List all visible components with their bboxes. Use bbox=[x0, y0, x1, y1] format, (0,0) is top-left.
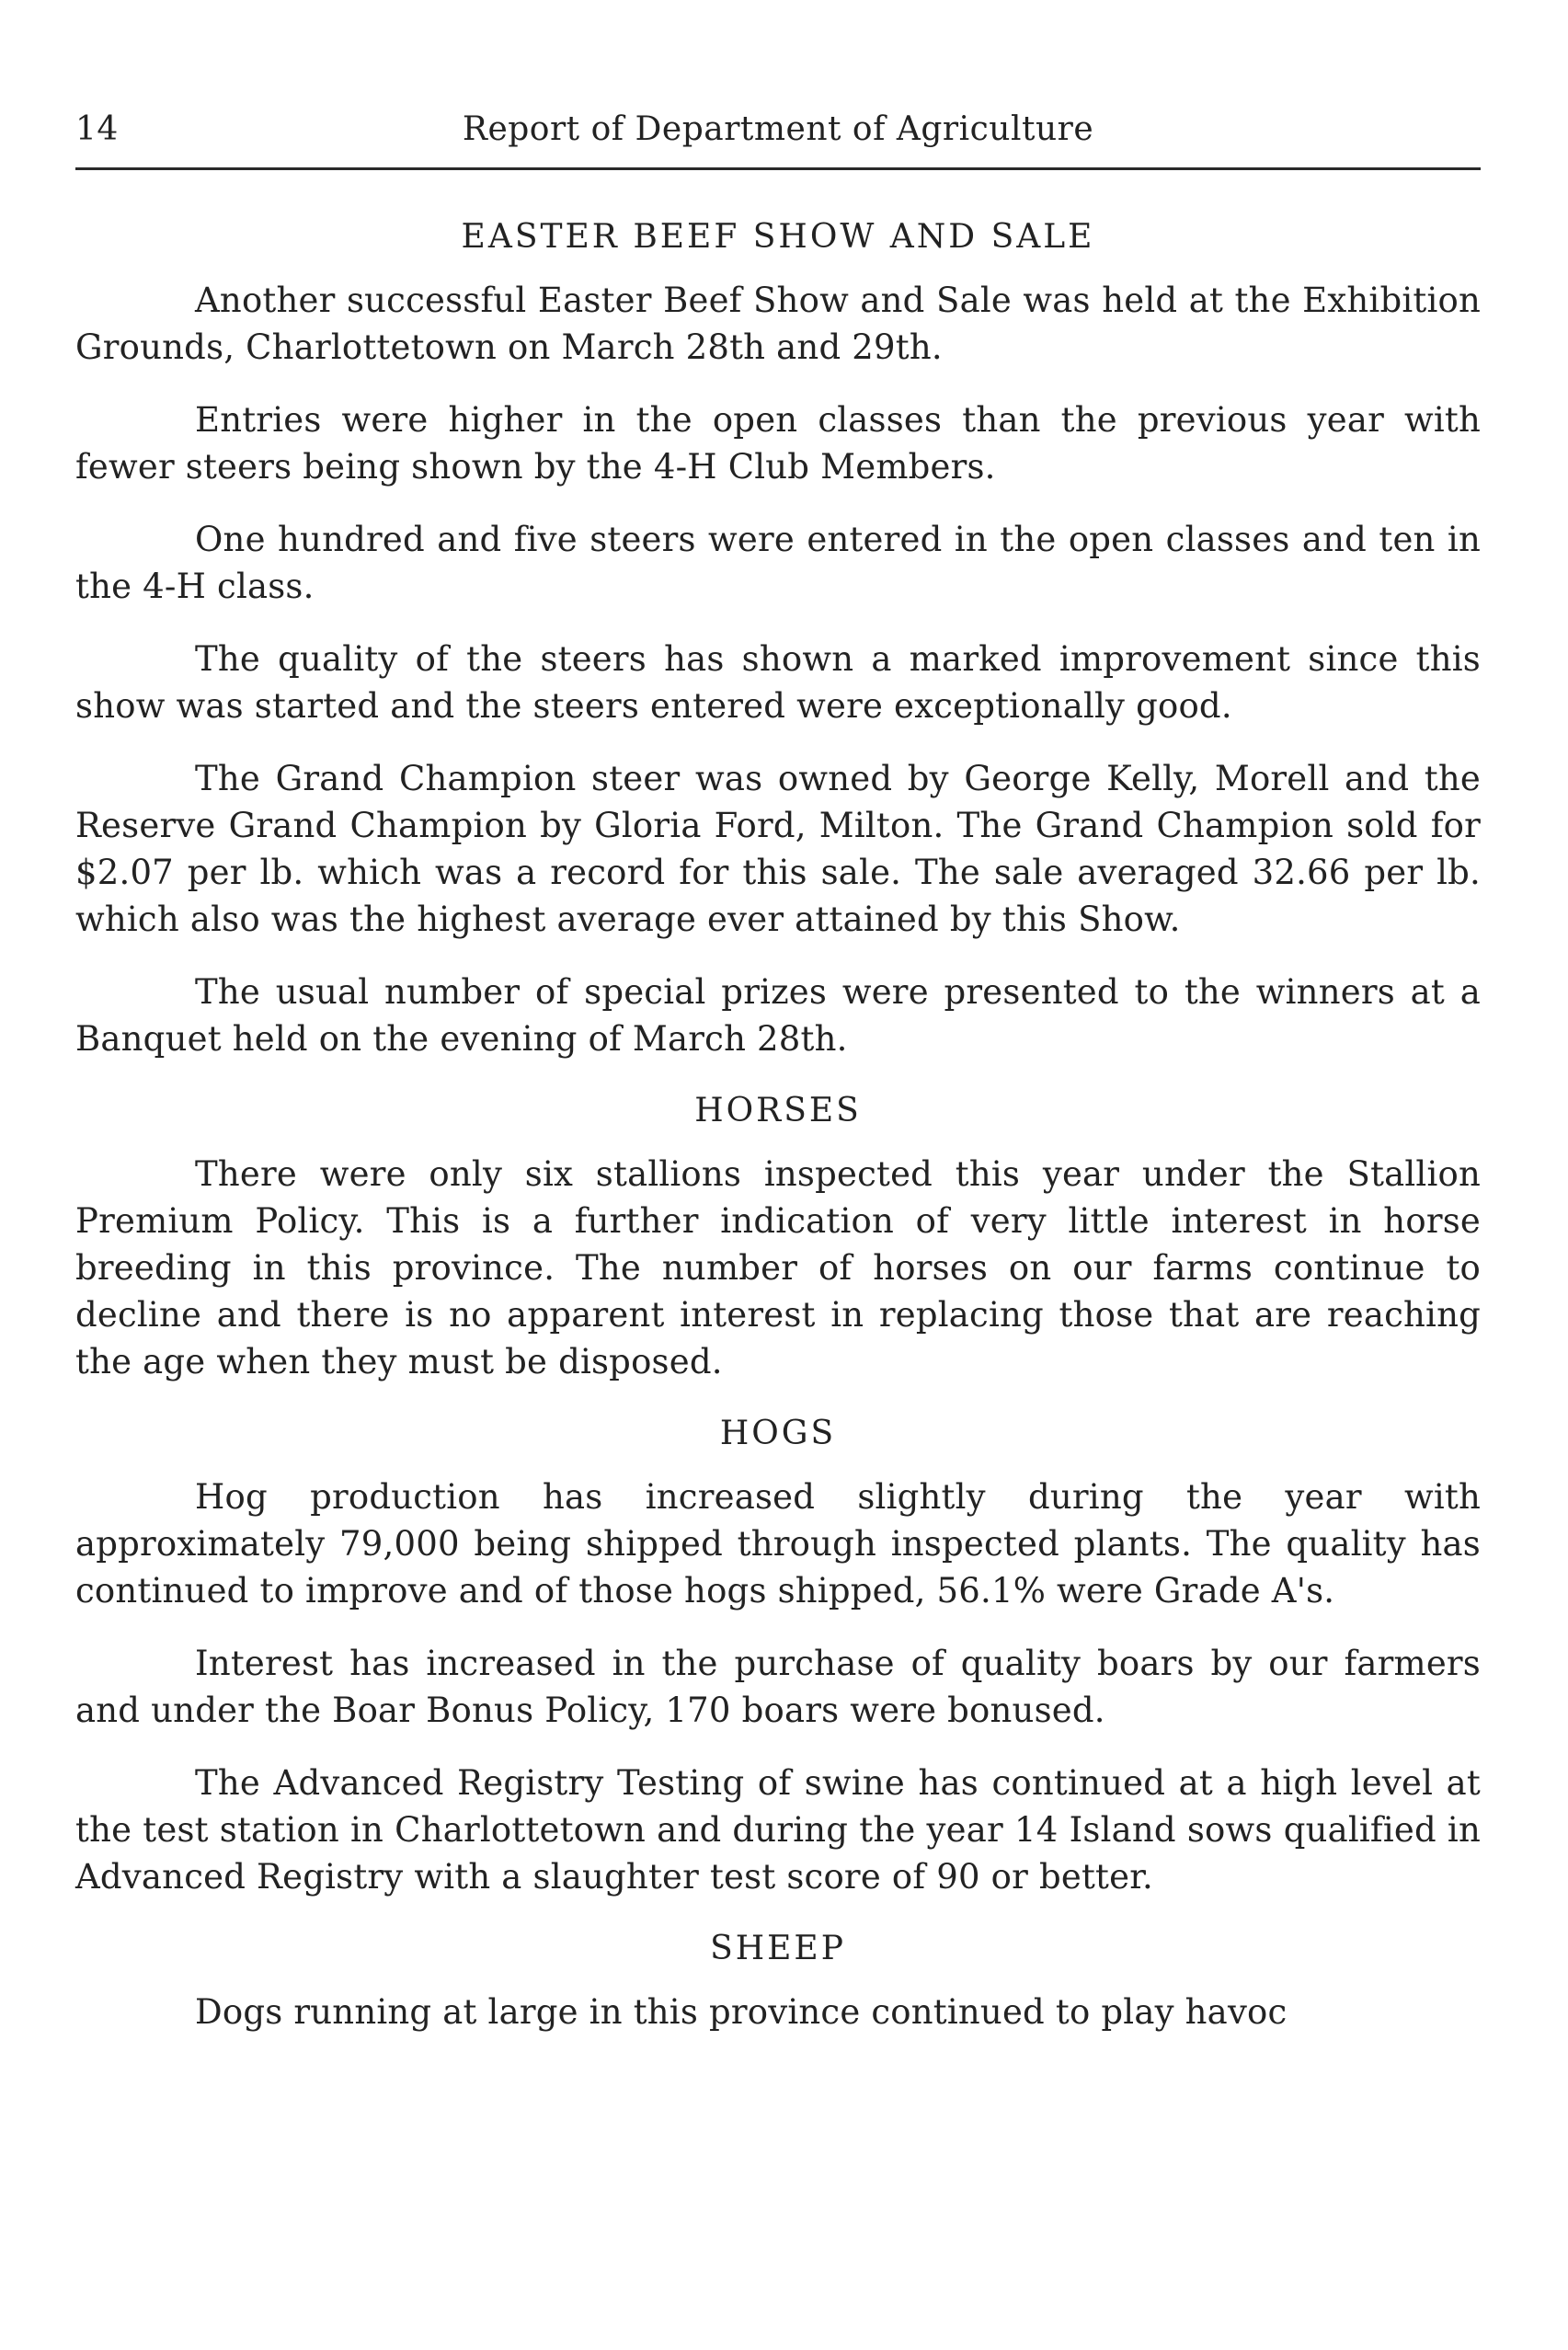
running-header bbox=[75, 101, 1481, 158]
section-heading-sheep: SHEEP bbox=[710, 1930, 846, 1967]
running-title: Report of Department of Agriculture bbox=[462, 110, 1094, 148]
paragraph: Hog production has increased slightly during the year with approximately 79,000 being shipped through inspected plants. The quality has continued to improve and of those hogs shipped, 56.1% were Grade A's. bbox=[75, 1477, 1481, 1611]
document-page bbox=[75, 101, 1481, 2035]
paragraph: Entries were higher in the open classes than the previous year with fewer steers being shown by the 4-H Club Members. bbox=[75, 400, 1481, 487]
paragraph: One hundred and five steers were entered in the open classes and ten in the 4-H class. bbox=[75, 520, 1481, 606]
page-number: 14 bbox=[75, 110, 119, 148]
section-heading-hogs: HOGS bbox=[719, 1415, 837, 1452]
section-heading-easter-beef-show: EASTER BEEF SHOW AND SALE bbox=[461, 218, 1095, 256]
paragraph: The quality of the steers has shown a marked improvement since this show was started and the steers entered were exceptionally good. bbox=[75, 639, 1481, 726]
paragraph: There were only six stallions inspected this year under the Stallion Premium Policy. This is a further indication of very little interest in horse breeding in this province. The number of horses on our farms continue to decline and there is no apparent interest in replacing those that are reaching the age when they must be disposed. bbox=[75, 1154, 1481, 1381]
paragraph: The Grand Champion steer was owned by George Kelly, Morell and the Reserve Grand Champion by Gloria Ford, Milton. The Grand Champion sold for $2.07 per lb. which was a record for this sale. The sale averaged 32.66 per lb. which also was the highest average ever attained by this Show. bbox=[75, 759, 1481, 939]
section-heading-horses: HORSES bbox=[694, 1092, 862, 1129]
paragraph: Dogs running at large in this province continued to play havoc bbox=[195, 1992, 1288, 2032]
paragraph: The usual number of special prizes were presented to the winners at a Banquet held on the evening of March 28th. bbox=[75, 972, 1481, 1059]
header-rule bbox=[75, 167, 1481, 170]
paragraph: The Advanced Registry Testing of swine has continued at a high level at the test station in Charlottetown and during the year 14 Island sows qualified in Advanced Registry with a slaughter test score of 90 or better. bbox=[75, 1763, 1481, 1897]
paragraph: Another successful Easter Beef Show and Sale was held at the Exhibition Grounds, Charlottetown on March 28th and 29th. bbox=[75, 281, 1481, 367]
paragraph: Interest has increased in the purchase of quality boars by our farmers and under the Boar Bonus Policy, 170 boars were bonused. bbox=[75, 1644, 1481, 1730]
